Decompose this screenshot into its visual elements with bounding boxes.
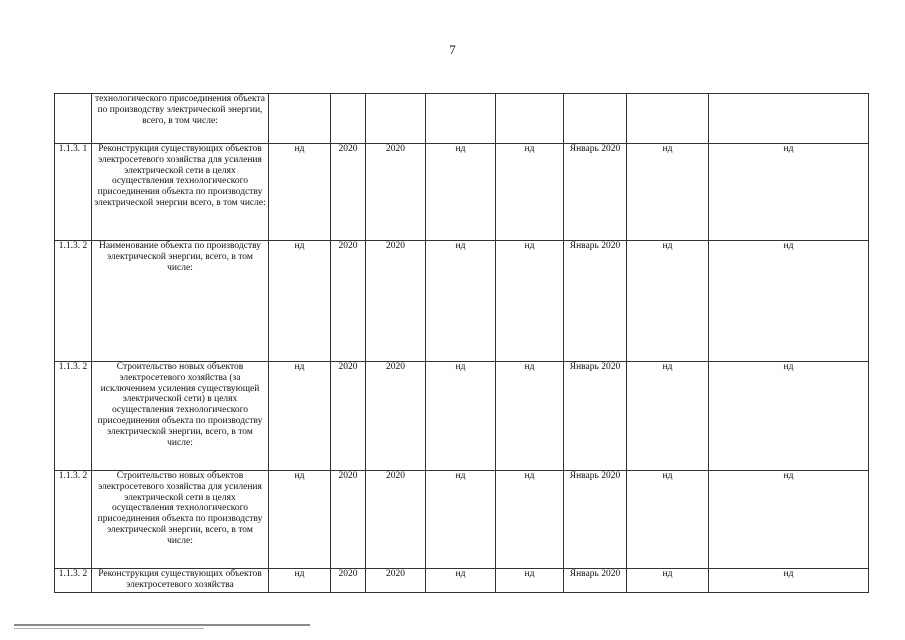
cell-value: нд [426,569,496,593]
cell [269,94,331,144]
cell-year-start: 2020 [331,569,366,593]
cell-value: нд [269,362,331,471]
row-code [55,94,92,144]
cell-value: нд [496,569,564,593]
cell [426,94,496,144]
table-row [55,144,869,241]
cell-value: нд [627,362,709,471]
data-table [54,93,869,593]
cell-value: нд [627,144,709,241]
cell-value: нд [709,569,869,593]
cell-value: нд [269,241,331,362]
cell-value: нд [709,471,869,569]
row-name: Наименование объекта по производству электрической энергии, всего, в том числе: [92,241,269,362]
cell-value: нд [496,471,564,569]
cell-year-start: 2020 [331,471,366,569]
row-name: Строительство новых объектов электросетевого хозяйства (за исключением усиления существующей электрической сети) в целях осуществления технологического присоединения объекта по производству электрической энергии, всего, в том числе: [92,362,269,471]
cell-year-end: 2020 [366,144,426,241]
cell-year-end: 2020 [366,471,426,569]
cell [331,94,366,144]
row-name: Реконструкция существующих объектов электросетевого хозяйства для усиления электрической сети в целях осуществления технологического присоединения объекта по производству электрической энергии всего, в том числе: [92,144,269,241]
row-code: 1.1.3. 2 [55,241,92,362]
row-name: технологического присоединения объекта по производству электрической энергии, всего, в том числе: [92,94,269,144]
cell [564,94,627,144]
table-row [55,241,869,362]
row-code: 1.1.3. 2 [55,362,92,471]
row-name: Строительство новых объектов электросетевого хозяйства для усиления электрической сети в целях осуществления технологического присоединения объекта по производству электрической энергии, всего, в том числе: [92,471,269,569]
cell-date: Январь 2020 [564,241,627,362]
cell-value: нд [496,241,564,362]
cell [366,94,426,144]
cell-year-start: 2020 [331,362,366,471]
table-row [55,471,869,569]
cell-value: нд [269,471,331,569]
table-row [55,362,869,471]
table-row [55,569,869,593]
cell-value: нд [496,362,564,471]
cell-value: нд [709,144,869,241]
cell-year-end: 2020 [366,241,426,362]
page-number: 7 [449,42,456,57]
cell-date: Январь 2020 [564,362,627,471]
table-row [55,94,869,144]
cell-date: Январь 2020 [564,569,627,593]
cell-year-end: 2020 [366,569,426,593]
cell-value: нд [426,471,496,569]
cell-date: Январь 2020 [564,144,627,241]
row-name: Реконструкция существующих объектов электросетевого хозяйства [92,569,269,593]
row-code: 1.1.3. 1 [55,144,92,241]
cell-value: нд [627,569,709,593]
scan-edge-line [14,628,204,629]
cell-value: нд [426,144,496,241]
cell-value: нд [627,241,709,362]
cell-value: нд [269,144,331,241]
cell [709,94,869,144]
row-code: 1.1.3. 2 [55,569,92,593]
cell [496,94,564,144]
cell-value: нд [496,144,564,241]
cell-value: нд [627,471,709,569]
cell-value: нд [709,241,869,362]
cell-value: нд [709,362,869,471]
cell-value: нд [426,362,496,471]
cell-value: нд [426,241,496,362]
cell-value: нд [269,569,331,593]
cell-year-start: 2020 [331,241,366,362]
cell-year-start: 2020 [331,144,366,241]
cell-date: Январь 2020 [564,471,627,569]
row-code: 1.1.3. 2 [55,471,92,569]
cell-year-end: 2020 [366,362,426,471]
cell [627,94,709,144]
scan-edge-line [14,624,310,626]
